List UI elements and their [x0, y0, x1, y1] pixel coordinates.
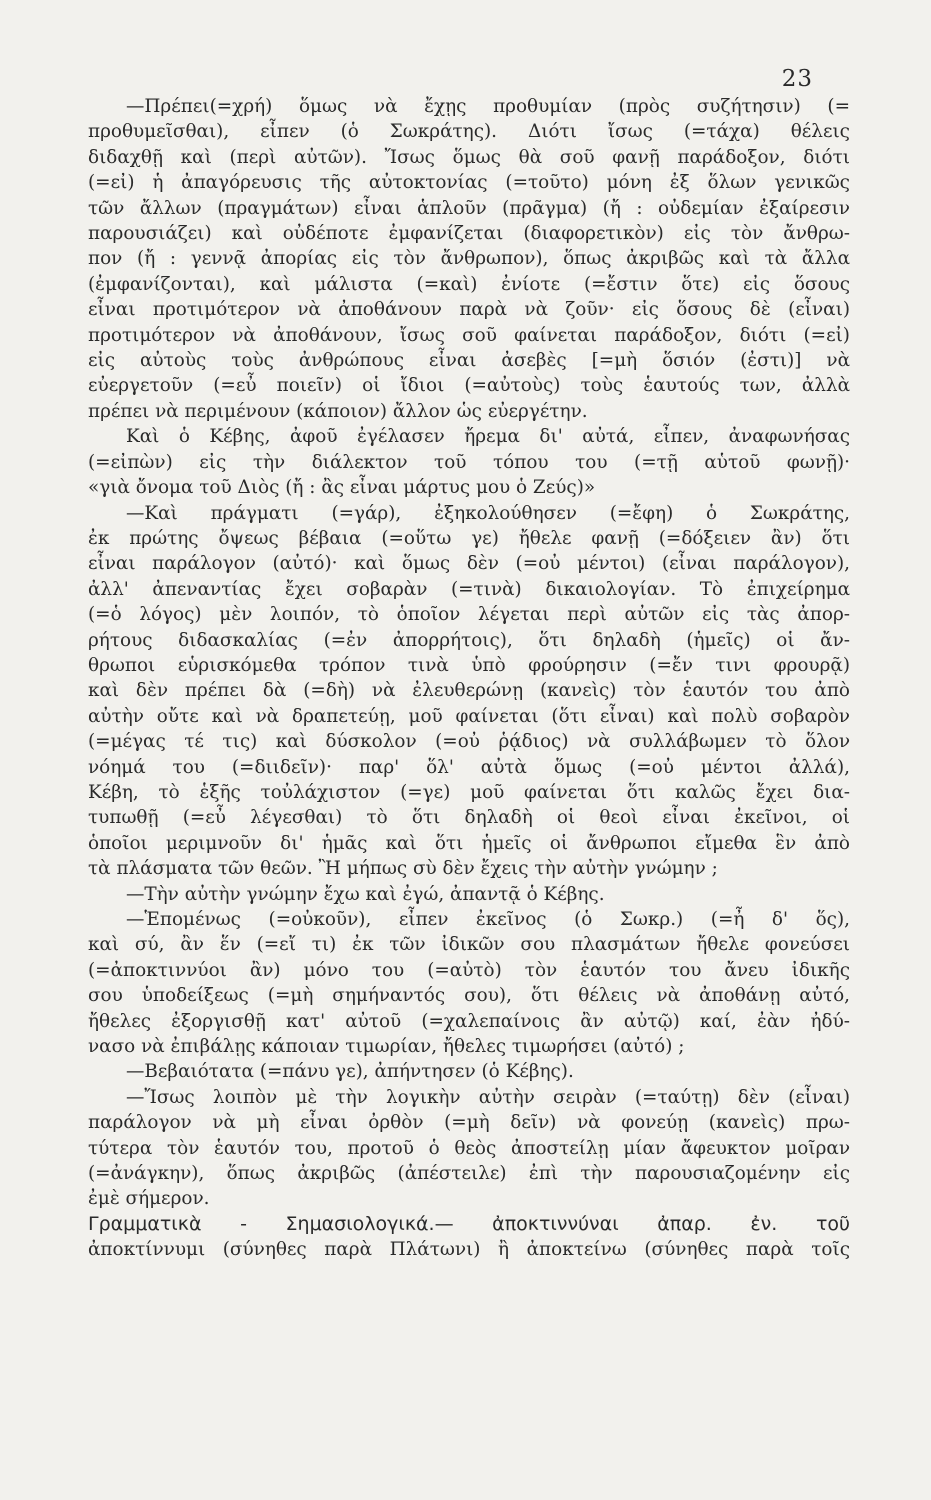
text-line: εὐεργετοῦν (=εὖ ποιεῖν) οἱ ἴδιοι (=αὐτοὺς) τοὺς ἑαυτούς των, ἀλλὰ: [88, 375, 850, 397]
text-line: καὶ δὲν πρέπει δὰ (=δὴ) νὰ ἐλευθερώνῃ (κανεὶς) τὸν ἑαυτόν του ἀπὸ: [88, 680, 850, 702]
text-line: σου ὑποδείξεως (=μὴ σημήναντός σου), ὅτι θέλεις νὰ ἀποθάνῃ αὐτό,: [88, 985, 850, 1007]
text-line: (=εἰπὼν) εἰς τὴν διάλεκτον τοῦ τόπου του (=τῇ αὑτοῦ φωνῇ)·: [88, 451, 850, 473]
text-line: θρωποι εὑρισκόμεθα τρόπον τινὰ ὑπὸ φρούρησιν (=ἔν τινι φρουρᾷ): [88, 654, 850, 676]
text-line: παράλογον νὰ μὴ εἶναι ὀρθὸν (=μὴ δεῖν) νὰ φονεύῃ (κανεὶς) πρω-: [88, 1112, 850, 1134]
text-line: διδαχθῇ καὶ (περὶ αὐτῶν). Ἴσως ὅμως θὰ σοῦ φανῇ παράδοξον, διότι: [88, 146, 850, 168]
text-line: προθυμεῖσθαι), εἶπεν (ὁ Σωκράτης). Διότι ἴσως (=τάχα) θέλεις: [88, 121, 850, 143]
text-line: εἶναι προτιμότερον νὰ ἀποθάνουν παρὰ νὰ ζοῦν· εἰς ὅσους δὲ (εἶναι): [88, 299, 850, 321]
text-line: εἶναι παράλογον (αὐτό)· καὶ ὅμως δὲν (=οὐ μέντοι) (εἶναι παράλογον),: [88, 553, 850, 575]
text-line: αὐτὴν οὔτε καὶ νὰ δραπετεύῃ, μοῦ φαίνεται (ὅτι εἶναι) καὶ πολὺ σοβαρὸν: [88, 705, 850, 727]
text-line: —Ἑπομένως (=οὐκοῦν), εἶπεν ἐκεῖνος (ὁ Σωκρ.) (=ἦ δ' ὅς),: [126, 909, 850, 930]
text-line: τυπωθῇ (=εὖ λέγεσθαι) τὸ ὅτι δηλαδὴ οἱ θεοὶ εἶναι ἐκεῖνοι, οἱ: [88, 807, 850, 829]
text-line: ρήτους διδασκαλίας (=ἐν ἀπορρήτοις), ὅτι δηλαδὴ (ἡμεῖς) οἱ ἄν-: [88, 629, 850, 651]
text-line: τῶν ἄλλων (πραγμάτων) εἶναι ἁπλοῦν (πρᾶγμα) (ἤ : οὐδεμίαν ἐξαίρεσιν: [88, 197, 850, 219]
text-line: —Ἴσως λοιπὸν μὲ τὴν λογικὴν αὐτὴν σειρὰν (=ταύτῃ) δὲν (εἶναι): [126, 1086, 850, 1108]
text-line: τὰ πλάσματα τῶν θεῶν. Ἢ μήπως σὺ δὲν ἔχεις τὴν αὐτὴν γνώμην ;: [88, 858, 718, 880]
page-number: 23: [781, 66, 813, 92]
text-line: (ἐμφανίζονται), καὶ μάλιστα (=καὶ) ἐνίοτε (=ἔστιν ὅτε) εἰς ὅσους: [88, 273, 850, 295]
text-line: —Τὴν αὐτὴν γνώμην ἔχω καὶ ἐγώ, ἀπαντᾷ ὁ Κέβης.: [126, 883, 605, 905]
text-line: καὶ σύ, ἂν ἕν (=εἴ τι) ἐκ τῶν ἰδικῶν σου πλασμάτων ἤθελε φονεύσει: [88, 934, 850, 956]
text-line: —Πρέπει(=χρή) ὅμως νὰ ἔχῃς προθυμίαν (πρὸς συζήτησιν) (=: [126, 96, 850, 117]
text-line: (=μέγας τέ τις) καὶ δύσκολον (=οὐ ῥᾴδιος) νὰ συλλάβωμεν τὸ ὅλον: [88, 731, 850, 753]
text-line: πρέπει νὰ περιμένουν (κάποιον) ἄλλον ὡς εὐεργέτην.: [88, 400, 588, 422]
text-line: (=ὁ λόγος) μὲν λοιπόν, τὸ ὁποῖον λέγεται περὶ αὐτῶν εἰς τὰς ἀπορ-: [88, 604, 850, 626]
text-line: ὁποῖοι μεριμνοῦν δι' ἡμᾶς καὶ ὅτι ἡμεῖς οἱ ἄνθρωποι εἴμεθα ἓν ἀπὸ: [88, 832, 850, 854]
text-line: —Καὶ πράγματι (=γάρ), ἐξηκολούθησεν (=ἔφη) ὁ Σωκράτης,: [126, 502, 850, 524]
text-line: ἀλλ' ἀπεναντίας ἔχει σοβαρὰν (=τινὰ) δικαιολογίαν. Τὸ ἐπιχείρημα: [88, 578, 850, 600]
text-line: Κέβη, τὸ ἑξῆς τοὐλάχιστον (=γε) μοῦ φαίνεται ὅτι καλῶς ἔχει δια-: [88, 781, 850, 803]
text-line: «γιὰ ὄνομα τοῦ Διὸς (ἤ : ἂς εἶναι μάρτυς μου ὁ Ζεύς)»: [88, 477, 596, 499]
text-line: ἐκ πρώτης ὄψεως βέβαια (=οὕτω γε) ἤθελε φανῇ (=δόξειεν ἂν) ὅτι: [88, 527, 850, 549]
text-line: εἰς αὐτοὺς τοὺς ἀνθρώπους εἶναι ἀσεβὲς [=μὴ ὅσιόν (ἐστι)] νὰ: [88, 350, 850, 372]
text-line: πον (ἤ : γεννᾷ ἀπορίας εἰς τὸν ἄνθρωπον), ὅπως ἀκριβῶς καὶ τὰ ἄλλα: [88, 248, 850, 270]
text-line: ἀποκτίννυμι (σύνηθες παρὰ Πλάτωνι) ἢ ἀποκτείνω (σύνηθες παρὰ τοῖς: [88, 1239, 850, 1261]
text-line: νασο νὰ ἐπιβάλῃς κάποιαν τιμωρίαν, ἤθελες τιμωρήσει (αὐτό) ;: [88, 1036, 685, 1058]
text-line: —Βεβαιότατα (=πάνυ γε), ἀπήντησεν (ὁ Κέβης).: [126, 1061, 574, 1083]
text-line: τύτερα τὸν ἑαυτόν του, προτοῦ ὁ θεὸς ἀποστείλῃ μίαν ἄφευκτον μοῖραν: [88, 1137, 850, 1159]
text-line: Καὶ ὁ Κέβης, ἀφοῦ ἐγέλασεν ἤρεμα δι' αὐτά, εἶπεν, ἀναφωνήσας: [126, 426, 850, 448]
text-line: νόημά του (=διιδεῖν)· παρ' ὅλ' αὐτὰ ὅμως (=οὐ μέντοι ἀλλά),: [88, 756, 850, 778]
text-line: παρουσιάζει) καὶ οὐδέποτε ἐμφανίζεται (διαφορετικὸν) εἰς τὸν ἄνθρω-: [88, 223, 850, 245]
text-line: προτιμότερον νὰ ἀποθάνουν, ἴσως σοῦ φαίνεται παράδοξον, διότι (=εἰ): [88, 324, 850, 346]
text-line: (=ἀνάγκην), ὅπως ἀκριβῶς (ἀπέστειλε) ἐπὶ τὴν παρουσιαζομένην εἰς: [88, 1163, 850, 1185]
text-line: ἤθελες ἐξοργισθῇ κατ' αὐτοῦ (=χαλεπαίνοις ἂν αὐτῷ) καί, ἐὰν ἠδύ-: [88, 1010, 850, 1032]
text-line: (=ἀποκτιννύοι ἂν) μόνο του (=αὐτὸ) τὸν ἑαυτόν του ἄνευ ἰδικῆς: [88, 959, 850, 981]
section-heading-line: Γραμματικὰ - Σημασιολογικά.— ἀποκτιννύναι ἀπαρ. ἐν. τοῦ: [88, 1212, 850, 1235]
text-line: ἐμὲ σήμερον.: [88, 1188, 210, 1210]
text-line: (=εἰ) ἡ ἀπαγόρευσις τῆς αὐτοκτονίας (=τοῦτο) μόνη ἐξ ὅλων γενικῶς: [88, 172, 850, 194]
body-text: [88, 94, 850, 1263]
